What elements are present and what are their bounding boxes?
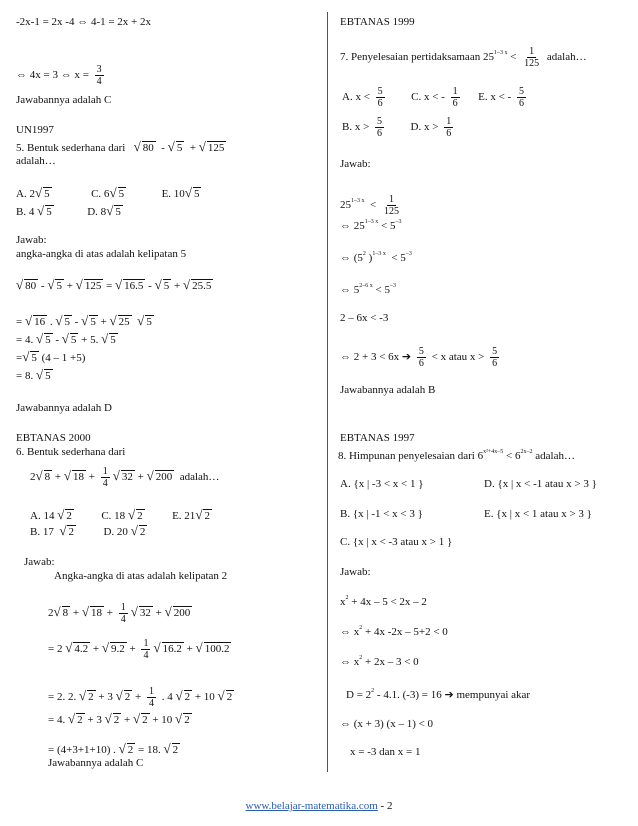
exponent: 2 — [345, 595, 349, 601]
denominator: 4 — [143, 650, 149, 661]
radicand: 5 — [115, 206, 121, 218]
step-line: √ 80 - √ 5 + √ 125 = √ 16.5 - √ 5 + √ 25.5 — [16, 277, 212, 292]
option-a: A. {x | -3 < x < 1 } — [340, 478, 424, 490]
radicand: 9.2 — [110, 643, 125, 656]
fraction — [141, 638, 150, 661]
jawab-label: Jawab: — [340, 158, 371, 170]
jawab-label: Jawab: — [16, 234, 47, 246]
step-line: x = -3 dan x = 1 — [350, 746, 421, 758]
radicand: 5 — [31, 352, 37, 364]
answer-text: Jawabannya adalah D — [16, 402, 112, 414]
radicand: 125 — [84, 280, 102, 292]
radicand: 2 — [124, 691, 131, 704]
text: = 4. — [16, 334, 34, 346]
radicand: 4.2 — [74, 643, 89, 656]
step-line — [340, 284, 396, 297]
radicand: 5 — [45, 334, 51, 346]
question-source: EBTANAS 1999 — [340, 16, 415, 28]
radicand: 5 — [146, 316, 152, 328]
option-c: C. 6 — [91, 188, 110, 200]
option-a: A. 2 — [16, 188, 35, 200]
step-line: = 2. 2. √ 2 + 3 √ 2 + $\frac{1}{4}$ . 4 √ 2 + 10 √ 2 — [48, 686, 233, 709]
text: ⇔ (5 — [340, 252, 363, 264]
option-d: D. 20 — [103, 526, 128, 538]
option-a: A. x < — [342, 91, 370, 104]
radicand: 100.2 — [204, 643, 230, 656]
text: = 18. — [138, 744, 161, 756]
text: adalah… — [535, 450, 575, 462]
radicand: 2 — [184, 691, 191, 704]
right-arrow-icon: ➔ — [444, 688, 454, 701]
denominator: 125 — [383, 206, 399, 217]
step-line — [340, 220, 401, 233]
text: adalah… — [546, 51, 587, 64]
fraction — [451, 86, 460, 109]
option-d: D. x > — [410, 121, 439, 134]
note: Angka-angka di atas adalah kelipatan 2 — [54, 570, 228, 582]
text: - 4.1. (-3) = 16 — [376, 689, 442, 701]
option-d: D. 8 — [87, 206, 107, 218]
exponent: 2 — [359, 655, 363, 661]
denominator: 4 — [96, 76, 102, 87]
option-d: D. {x | x < -1 atau x > 3 } — [484, 478, 597, 490]
exponent: 1–3 x — [493, 50, 508, 57]
step-line — [340, 626, 448, 639]
step-line: 2 – 6x < -3 — [340, 312, 389, 324]
denominator: 6 — [492, 358, 498, 369]
text: + 4x -2x – 5+2 < 0 — [365, 626, 448, 638]
radicand: 16.2 — [162, 643, 182, 656]
step-line: = 8. √ 5 — [16, 367, 51, 382]
option-b: B. 4 — [16, 206, 35, 218]
radicand: 5 — [64, 316, 70, 328]
option-row: A. 2√ 5 C. 6√ 5 E. 10√ 5 — [16, 185, 200, 200]
radicand: 5 — [193, 188, 200, 200]
exponent: 2 — [359, 625, 363, 631]
fraction — [375, 116, 384, 139]
denominator: 6 — [377, 98, 383, 109]
radicand: 5 — [118, 188, 125, 200]
exponent: –3 — [405, 251, 412, 257]
exponent: 1–3 x — [351, 198, 365, 205]
radicand: 125 — [207, 142, 225, 154]
text: + 3 — [98, 691, 113, 704]
text: < 5 — [381, 220, 396, 232]
exponent: 2 — [362, 251, 366, 257]
option-row: B. 4 √ 5 D. 8√ 5 — [16, 203, 121, 218]
numerator: 1 — [120, 602, 126, 613]
exponent: 2x–2 — [520, 449, 533, 455]
radicand: 2 — [113, 714, 120, 726]
question-text: adalah… — [16, 155, 56, 167]
text: adalah… — [179, 471, 220, 484]
option-b: B. 17 — [30, 526, 54, 538]
text: 7. Penyelesaian pertidaksamaan 25 — [340, 51, 494, 64]
text: ⇔ 4x = 3 ⇔ x = — [16, 69, 89, 82]
radicand: 8 — [44, 471, 51, 484]
text: < 6 — [506, 450, 521, 462]
radicand: 18 — [91, 607, 102, 620]
option-a: A. 14 — [30, 510, 55, 522]
exponent: 1–3 x — [372, 251, 386, 257]
denominator: 4 — [102, 478, 108, 489]
text: < 5 — [391, 252, 406, 264]
radicand: 16.5 — [124, 280, 144, 292]
numerator: 1 — [452, 86, 458, 97]
option-b: B. {x | -1 < x < 3 } — [340, 508, 423, 520]
answer-text: Jawabannya adalah B — [340, 384, 436, 396]
text: 5. Bentuk sederhana dari — [16, 142, 126, 154]
radicand: 2 — [226, 691, 233, 704]
text: 2 — [48, 607, 54, 620]
radicand: 2 — [137, 510, 143, 522]
radicand: 5 — [70, 334, 77, 346]
radicand: 80 — [25, 280, 37, 292]
fraction — [382, 194, 401, 217]
fraction — [119, 602, 128, 625]
text: 2 — [30, 471, 36, 484]
radicand: 2 — [184, 714, 190, 726]
radicand: 25 — [118, 316, 130, 328]
step-line: = 4. √ 5 - √ 5 + 5. √ 5 — [16, 331, 116, 346]
radicand: 16 — [34, 316, 46, 328]
step-line: = √ 16 . √ 5 - √ 5 + √ 25 √ 5 — [16, 313, 152, 328]
radicand: 25.5 — [192, 280, 212, 292]
text: . 4 — [161, 691, 173, 704]
denominator: 6 — [418, 358, 424, 369]
numerator: 3 — [96, 64, 102, 75]
question-text — [340, 46, 587, 69]
radicand: 2 — [88, 691, 94, 704]
radicand: 5 — [90, 316, 96, 328]
radicand: 2 — [142, 714, 148, 726]
question-source: EBTANAS 1997 — [340, 432, 415, 444]
radicand: 5 — [110, 334, 116, 346]
step-line: -2x-1 = 2x -4 ⇔ 4-1 = 2x + 2x — [16, 16, 152, 28]
numerator: 1 — [388, 194, 394, 205]
radicand: 5 — [163, 280, 170, 292]
denominator: 6 — [518, 98, 524, 109]
text: D = 2 — [346, 689, 372, 701]
text: < — [510, 51, 517, 64]
step-line — [16, 64, 107, 87]
option-row — [342, 86, 529, 109]
text: ⇔ 25 — [340, 220, 365, 232]
fraction — [444, 116, 453, 139]
text: x — [340, 596, 346, 608]
step-line — [346, 688, 530, 702]
step-line — [340, 346, 502, 369]
question-source: UN1997 — [16, 124, 54, 136]
exponent: 2–6 x — [359, 283, 373, 289]
radicand: 2 — [204, 510, 210, 522]
option-row: A. 14 √ 2 C. 18 √ 2 E. 21√ 2 — [30, 507, 210, 522]
denominator: 6 — [377, 128, 383, 139]
exponent: –3 — [389, 283, 396, 289]
radicand: 5 — [176, 142, 183, 154]
text: 8. Himpunan penyelesaian dari 6 — [338, 450, 484, 462]
option-e: E. {x | x < 1 atau x > 3 } — [484, 508, 592, 520]
numerator: 5 — [518, 86, 524, 97]
step-line: $25^{1-3 x}$ < $\frac{1}{125}$ — [340, 194, 399, 217]
step-line: 2√ 8 + √ 18 + $\frac{1}{4}$ √ 32 + √ 200 — [48, 602, 191, 625]
fraction — [417, 346, 426, 369]
numerator: 5 — [492, 346, 498, 357]
fraction — [376, 86, 385, 109]
radicand: 32 — [121, 471, 133, 484]
denominator: 125 — [524, 58, 540, 69]
text: + 4x – 5 < 2x – 2 — [351, 596, 427, 608]
text: = 8. — [16, 370, 34, 382]
radicand: 18 — [73, 471, 84, 484]
option-row — [342, 116, 456, 139]
denominator: 6 — [452, 98, 458, 109]
numerator: 1 — [529, 46, 535, 57]
denominator: 4 — [148, 698, 154, 709]
step-line — [340, 656, 419, 669]
text: ⇔ x — [340, 626, 360, 638]
right-arrow-icon: ➔ — [401, 350, 412, 364]
numerator: 1 — [102, 466, 108, 477]
answer-text: Jawabannya adalah C — [16, 94, 112, 106]
radicand: 32 — [139, 607, 151, 620]
text: 25 — [340, 199, 351, 212]
numerator: 1 — [143, 638, 149, 649]
radicand: 2 — [68, 526, 74, 538]
text: ⇔ x — [340, 656, 360, 668]
option-e: E. 21 — [172, 510, 196, 522]
step-line: = 4. √ 2 + 3 √ 2 + √ 2 + 10 √ 2 — [48, 711, 190, 726]
radicand: 200 — [155, 471, 173, 484]
radicand: 200 — [173, 607, 191, 620]
text: = (4+3+1+10) . — [48, 744, 116, 756]
question-text: 6. Bentuk sederhana dari — [16, 446, 126, 458]
page-footer — [0, 800, 638, 812]
option-c: C. 18 — [101, 510, 126, 522]
text: + 10 — [152, 714, 173, 726]
step-line: = 2 √ 4.2 + √ 9.2 + $\frac{1}{4}$ √ 16.2 + √ 100.2 — [48, 638, 230, 661]
option-c: C. {x | x < -3 atau x > 1 } — [340, 536, 453, 548]
note: angka-angka di atas adalah kelipatan 5 — [16, 248, 187, 260]
option-row: B. 17 √ 2 D. 20 √ 2 — [30, 523, 146, 538]
step-line — [340, 252, 412, 265]
text: < x atau x > — [431, 351, 485, 364]
radicand: 80 — [142, 142, 154, 154]
fraction — [522, 46, 541, 69]
radicand: 5 — [45, 370, 51, 382]
question-source: EBTANAS 2000 — [16, 432, 91, 444]
text: < 5 — [375, 284, 390, 296]
question-text: 5. Bentuk sederhana dari √ 80 - √ 5 + √ 125 — [16, 139, 225, 154]
fraction — [490, 346, 499, 369]
exponent: 2 — [371, 688, 375, 694]
site-link[interactable]: www.belajar-matematika.com — [245, 800, 378, 812]
page-number: - 2 — [380, 800, 393, 812]
radicand: 2 — [77, 714, 83, 726]
numerator: 1 — [148, 686, 154, 697]
fraction — [517, 86, 526, 109]
step-line — [340, 596, 427, 609]
text: mempunyai akar — [456, 689, 531, 701]
exponent: x²+4x–5 — [483, 449, 504, 455]
denominator: 4 — [120, 614, 126, 625]
radicand: 5 — [46, 206, 52, 218]
answer-text: Jawabannya adalah C — [48, 757, 144, 769]
option-c: C. x < - — [411, 91, 445, 104]
radicand: 8 — [62, 607, 69, 620]
exponent: –3 — [395, 219, 402, 225]
text: = 2. 2. — [48, 691, 77, 704]
radicand: 5 — [44, 188, 50, 200]
column-divider — [327, 12, 328, 772]
fraction — [95, 64, 104, 87]
step-line: ⇔ (x + 3) (x – 1) < 0 — [340, 718, 434, 730]
text: ) — [368, 252, 373, 264]
fraction — [101, 466, 110, 489]
radicand: 2 — [139, 526, 146, 538]
radicand: 2 — [66, 510, 72, 522]
exponent: 1–3 x — [364, 219, 379, 225]
jawab-label: Jawab: — [24, 556, 55, 568]
text: (4 – 1 +5) — [41, 352, 86, 364]
numerator: 5 — [377, 116, 383, 127]
radicand: 5 — [56, 280, 62, 292]
option-b: B. x > — [342, 121, 370, 134]
option-e: E. 10 — [161, 188, 185, 200]
denominator: 6 — [446, 128, 452, 139]
text: + 3 — [87, 714, 102, 726]
text: + 10 — [194, 691, 215, 704]
fraction — [147, 686, 156, 709]
text: = 4. — [48, 714, 66, 726]
step-line: = (4+3+1+10) . √ 2 = 18. √ 2 — [48, 741, 179, 756]
numerator: 1 — [446, 116, 452, 127]
radicand: 2 — [127, 744, 134, 756]
jawab-label: Jawab: — [340, 566, 371, 578]
text: ⇔ 2 + 3 < 6x — [340, 351, 400, 364]
question-text — [338, 450, 575, 463]
text: + 2x – 3 < 0 — [365, 656, 419, 668]
expression: 2√ 8 + √ 18 + $\frac{1}{4}$ √ 32 + √ 200 adalah… — [30, 466, 220, 489]
step-line: =√ 5 (4 – 1 +5) — [16, 349, 86, 364]
option-e: E. x < - — [478, 91, 512, 104]
numerator: 5 — [377, 86, 383, 97]
numerator: 5 — [418, 346, 424, 357]
radicand: 2 — [172, 744, 179, 756]
text: ⇔ 5 — [340, 284, 360, 296]
